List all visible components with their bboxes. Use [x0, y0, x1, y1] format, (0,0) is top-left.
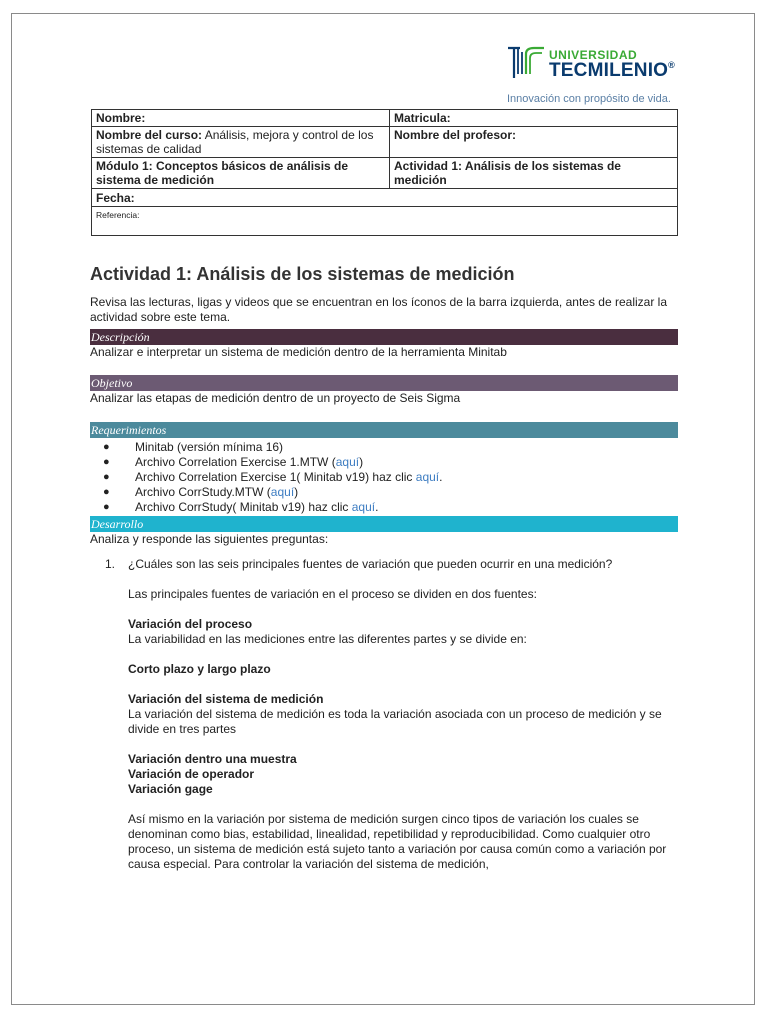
logo-slogan: Innovación con propósito de vida. [507, 93, 671, 105]
requerimientos-header: Requerimientos [90, 422, 678, 438]
actividad-cell: Actividad 1: Análisis de los sistemas de medición [390, 158, 678, 189]
plazo-text: Corto plazo y largo plazo [128, 662, 271, 676]
req-text-end: . [439, 470, 443, 484]
list-item [90, 470, 678, 485]
list-item [90, 485, 678, 500]
download-link[interactable]: aquí [335, 455, 360, 469]
intro-text: Revisa las lecturas, ligas y videos que se encuentran en los íconos de la barra izquierda, antes de realizar la actividad sobre este tema. [90, 295, 667, 324]
referencia-label[interactable]: Referencia: [96, 210, 140, 220]
req-text-end: ) [294, 485, 299, 499]
desarrollo-intro: Analiza y responde las siguientes preguntas: [90, 532, 329, 546]
logo-tecmilenio [549, 60, 675, 82]
logo-registered-mark: ® [668, 60, 676, 70]
variacion-sistema-title: Variación del sistema de medición [128, 692, 324, 706]
nombre-cell[interactable]: Nombre: [92, 110, 390, 127]
download-link[interactable]: aquí [351, 500, 376, 514]
req-text: Archivo Correlation Exercise 1( Minitab v19) haz clic [135, 470, 416, 484]
descripcion-header: Descripción [90, 329, 678, 345]
matricula-cell[interactable]: Matricula: [390, 110, 678, 127]
requerimientos-list [90, 440, 678, 515]
req-text: Archivo Correlation Exercise 1.MTW ( [135, 455, 336, 469]
curso-value: Análisis, mejora y control de los sistemas de calidad [96, 128, 374, 156]
answer-intro: Las principales fuentes de variación en el proceso se dividen en dos fuentes: [128, 587, 537, 601]
final-paragraph: Así mismo en la variación por sistema de medición surgen cinco tipos de variación los cuales se denominan como bias, estabilidad, linealidad, repetibilidad y reproducibilidad. Como cualquier otro proceso, un sistema de medición está sujeto tanto a variación por causa común como a variación por causa especial. Para controlar la variación del sistema de medición, [128, 812, 667, 871]
list-item [90, 440, 678, 455]
bullet-icon: ● [103, 501, 110, 513]
logo-universidad: UNIVERSIDAD [549, 48, 638, 62]
page-title: Actividad 1: Análisis de los sistemas de medición [90, 264, 515, 284]
answer-block [128, 572, 678, 872]
descripcion-text: Analizar e interpretar un sistema de medición dentro de la herramienta Minitab [90, 345, 507, 359]
university-logo [506, 44, 686, 108]
profesor-cell[interactable]: Nombre del profesor: [390, 127, 678, 158]
student-info-table [91, 109, 678, 236]
bullet-icon: ● [103, 486, 110, 498]
variacion-proceso-text: La variabilidad en las mediciones entre las diferentes partes y se divide en: [128, 632, 527, 646]
objetivo-text: Analizar las etapas de medición dentro de un proyecto de Seis Sigma [90, 391, 461, 405]
document-body [90, 262, 678, 872]
bullet-icon: ● [103, 456, 110, 468]
variacion-gage: Variación gage [128, 782, 213, 796]
objetivo-header: Objetivo [90, 375, 678, 391]
list-item [90, 455, 678, 470]
modulo-cell: Módulo 1: Conceptos básicos de análisis de sistema de medición [92, 158, 390, 189]
curso-label: Nombre del curso: [96, 128, 203, 142]
variacion-sistema-text: La variación del sistema de medición es toda la variación asociada con un proceso de medición y se divide en tres partes [128, 707, 662, 736]
variacion-operador: Variación de operador [128, 767, 255, 781]
logo-tecmilenio-text: TECMILENIO [549, 60, 669, 81]
req-text-end: . [375, 500, 379, 514]
fecha-referencia-cell [92, 189, 678, 236]
variacion-proceso-title: Variación del proceso [128, 617, 253, 631]
variacion-muestra: Variación dentro una muestra [128, 752, 297, 766]
req-text: Archivo CorrStudy( Minitab v19) haz clic [135, 500, 352, 514]
req-text: Minitab (versión mínima 16) [135, 440, 284, 454]
question-number: 1. [105, 557, 116, 571]
download-link[interactable]: aquí [270, 485, 295, 499]
tecmilenio-emblem-icon [506, 44, 546, 84]
download-link[interactable]: aquí [415, 470, 440, 484]
desarrollo-header: Desarrollo [90, 516, 678, 532]
bullet-icon: ● [103, 441, 110, 453]
question-text: ¿Cuáles son las seis principales fuentes de variación que pueden ocurrir en una medición? [128, 557, 613, 571]
list-item [90, 500, 678, 515]
curso-cell [92, 127, 390, 158]
req-text-end: ) [359, 455, 364, 469]
fecha-label[interactable]: Fecha: [92, 190, 677, 207]
req-text: Archivo CorrStudy.MTW ( [135, 485, 271, 499]
question-1 [90, 557, 678, 572]
bullet-icon: ● [103, 471, 110, 483]
